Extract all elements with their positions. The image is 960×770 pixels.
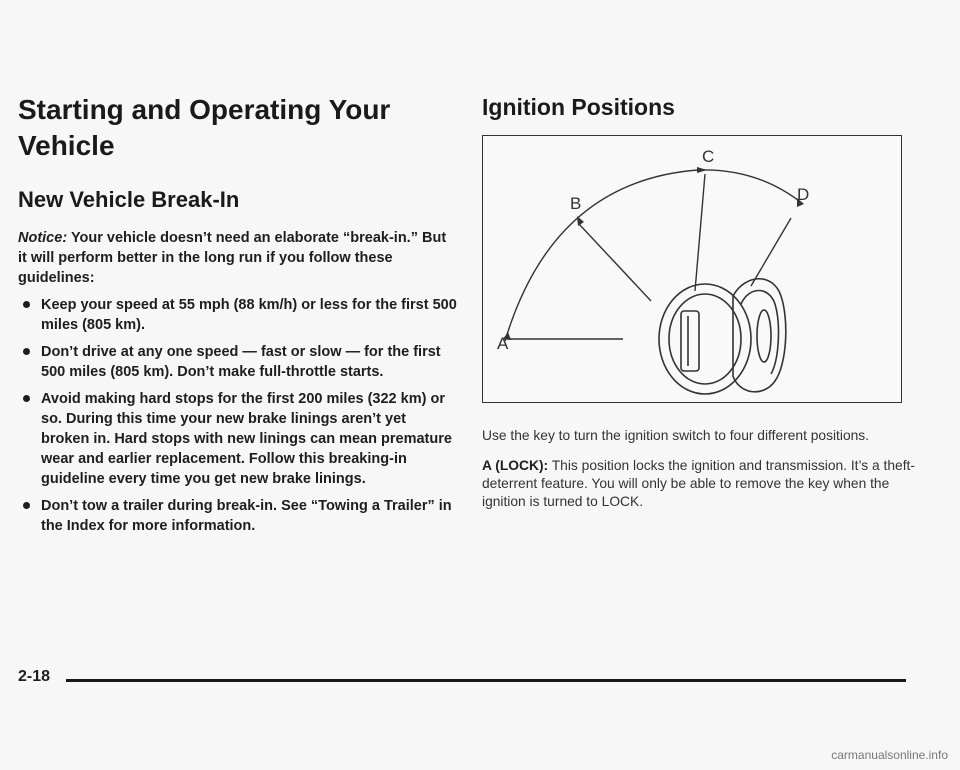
notice-paragraph: [18, 228, 458, 288]
left-column: [18, 92, 458, 536]
key-slot: [681, 311, 699, 371]
list-item: [18, 295, 458, 335]
list-item-text: Don’t drive at any one speed — fast or slow — for the first 500 miles (805 km). Don’t make full-throttle starts.: [41, 344, 441, 380]
marker-b: [577, 216, 584, 226]
guide-line-b: [579, 224, 651, 301]
ignition-figure: [482, 135, 902, 403]
ignition-bezel: [659, 284, 751, 394]
label-b: B: [570, 194, 582, 213]
list-item-text: Keep your speed at 55 mph (88 km/h) or less for the first 500 miles (805 km).: [41, 297, 457, 333]
guide-line-c: [695, 174, 705, 291]
ignition-title: Ignition Positions: [482, 94, 675, 120]
guide-line-d: [751, 218, 791, 286]
list-item: [18, 496, 458, 536]
notice-text: Your vehicle doesn’t need an elaborate “break-in.” But it will perform better in the long run if you follow these guidelines:: [18, 230, 447, 286]
ignition-cylinder: [669, 294, 741, 384]
label-a: A: [497, 334, 509, 353]
list-item: [18, 389, 458, 489]
section-title: New Vehicle Break-In: [18, 187, 240, 212]
bullet-icon: [23, 502, 30, 509]
list-item-text: Don’t tow a trailer during break-in. See “Towing a Trailer” in the Index for more information.: [41, 498, 452, 534]
list-item: [18, 342, 458, 382]
lock-text: This position locks the ignition and transmission. It’s a theft-deterrent feature. You will only be able to remove the key when the ignition is turned to LOCK.: [482, 458, 915, 509]
watermark-text: carmanualsonline.info: [831, 748, 948, 762]
footer-rule: [66, 679, 906, 682]
lock-label: A (LOCK):: [482, 458, 549, 473]
lock-paragraph: [482, 457, 922, 511]
right-column: [482, 92, 922, 511]
bullet-icon: [23, 395, 30, 402]
label-d: D: [797, 185, 810, 204]
bullet-icon: [23, 301, 30, 308]
label-c: C: [702, 147, 715, 166]
guideline-list: [18, 295, 458, 536]
notice-label: Notice:: [18, 230, 68, 246]
ignition-diagram: [483, 136, 900, 401]
page-number: 2-18: [18, 668, 51, 685]
rotation-arc: [505, 170, 803, 341]
marker-c: [697, 167, 707, 173]
chapter-title: Starting and Operating Your Vehicle: [18, 94, 391, 161]
bullet-icon: [23, 348, 30, 355]
list-item-text: Avoid making hard stops for the first 200 miles (322 km) or so. During this time your new brake linings aren’t yet broken in. Hard stops with new linings can mean premature wear and earlier replacement. Follow this breaking-in guideline every time you get new brake linings.: [41, 391, 452, 487]
intro-paragraph: Use the key to turn the ignition switch to four different positions.: [482, 428, 870, 443]
